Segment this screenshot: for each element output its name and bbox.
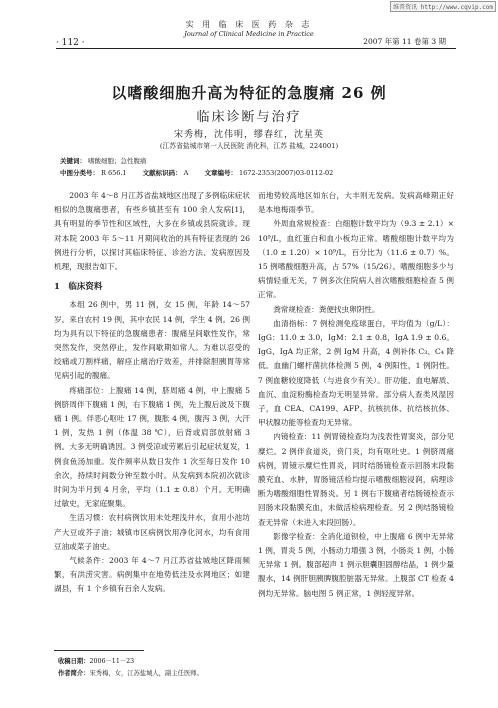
paragraph: 疼痛部位：上腹痛 14 例，脐周痛 4 例，中上腹痛 5 例脐周伴下腹痛 1 例，右下腹痛 1 例，先上腹后波及下腹痛 1 例。伴恶心呕吐 17 例，腹胀 4 例，腹泻 3 例，大汗 1 例，发热 1 例（体温 38 ℃），后背或肩部放射痛 3 例。大多无明确诱因。3 例受凉或劳累后引起症状复发，1 例食鱼汤加重。发作频率从数日发作 1 次至每日发作 10 余次，持续时间数分钟至数小时。从发病到本院初次就诊时间为半月到 4 月余，平均（1.1 ± 0.8）个月。无明确过敏史，无家庭聚集。	[54, 385, 250, 509]
authors: 宋秀梅，沈伟明，缪春红，沈星英	[173, 130, 324, 140]
clc-label: 中图分类号：	[60, 169, 99, 177]
paragraph: 影像学检查：全消化道钡检，中上腹痛 6 例中无异常 1 例，胃炎 5 例，小肠动力增强 3 例，小肠炎 1 例，小肠无异常 1 例。腹部超声 1 例示胆囊胆固醇结晶，1 例少量腹水，14 例肝胆胰脾腹腔脏器无异常。上腹部 CT 检查 4 例均无异常。脑电图 5 例正常，1 例轻度异常。	[258, 531, 454, 598]
paragraph: 本组 26 例中，男 11 例，女 15 例，年龄 14～57 岁。来自农村 19 例，其中农民 14 例，学生 4 例。26 例均为具有以下特征的急腹痛患者：腹痛呈间歇性发作，常突然发作，突然停止，发作间歇期如常人。为难以忍受的绞痛或刀割样痛，解痉止痛治疗效差，并排除胆胰胃等常见病引起的腹痛。	[54, 300, 250, 381]
issue-info: 2007 年第 11 卷第 3 期	[363, 37, 446, 46]
clc-value: R 656.1	[101, 169, 127, 177]
paragraph: 气候条件：2003 年 4～7 月江苏省盐城地区降雨频繁，有洪涝灾害。病例集中在地势低洼及水网地区；如建湖县，有 1 个乡镇有百余人发病。	[54, 556, 250, 594]
paragraph: 外周血常规检查：白细胞计数平均为（9.3 ± 2.1）× 10⁹/L，血红蛋白和血小板均正常。嗜酸细胞计数平均为（1.0 ± 1.20）× 10⁹/L，百分比为（11.6 ± 0.7）%。15 例嗜酸细胞升高，占 57%（15/26）。嗜酸细胞多少与病情轻重无关，7 例多次住院病人首次嗜酸细胞检查 5 例正常。	[258, 219, 454, 300]
paragraph: 内镜检查：11 例胃镜检查均为浅表性胃窦炎，部分见糜烂。2 例伴食道炎，贲门炎，均有呕吐史。1 例脐周痛病例，胃镜示糜烂性胃炎，同时结肠镜检查示回肠末段黏膜充血、水肿，胃肠镜活检均提示嗜酸细胞浸润，病理诊断为嗜酸细胞性胃肠炎。另 1 例右下腹痛者结肠镜检查示回肠末段黏膜充血，未做活检病理检查。另 2 例结肠镜检查无异常（未进入末段回肠）。	[258, 432, 454, 527]
keywords-label: 关键词：	[60, 157, 86, 165]
paragraph: 而地势较高地区如东台，大丰则无发病。发病高峰期正好是本地梅雨季节。	[258, 191, 454, 215]
article-subtitle: 临床诊断与治疗	[196, 110, 302, 125]
section-heading: 1 临床资料	[54, 282, 103, 293]
footnote-rule	[54, 650, 144, 651]
doc-value: A	[183, 169, 189, 177]
journal-title: 实 用 临 床 医 药 杂 志	[185, 20, 313, 29]
left-column	[54, 189, 250, 597]
article-no-value: 1672-2353(2007)03-0112-02	[238, 169, 334, 177]
watermark: 维普资讯 http://www.cqvip.com	[390, 1, 496, 12]
keywords-text: 嗜酸细胞；急性腹痛	[88, 157, 147, 165]
paragraph: 血清指标：7 例检测免疫球蛋白，平均值为（g/L）：IgG：11.0 ± 3.0，IgM：2.1 ± 0.8，IgA 1.9 ± 0.6。IgG、IgA 均正常，2 例 IgM 升高，4 例补体 C₃、C₄ 降低。血幽门螺杆菌抗体检测 5 例，4 例阳性，1 例阴性。7 例血糖较度降低（与进食少有关）。肝功能、血电解质、血沉、血淀粉酶检查均无明显异常。部分病人查类风湿因子，血 CEA、CA199、AFP、抗核抗体、抗结核抗体、甲状腺功能等检查均无异常。	[258, 318, 454, 428]
author-info-label: 作者简介：	[58, 670, 90, 677]
affiliation: (江苏省盐城市第一人民医院 消化科，江苏 盐城，224001)	[159, 142, 339, 150]
journal-title-en: Journal of Clinical Medicine in Practice	[184, 30, 314, 38]
intro-paragraph: 2003 年 4～8 月江苏省盐城地区出现了多例临床症状相似的急腹痛患者，有些乡镇甚至有 100 余人发病[1]，具有明显的季节性和区域性，大多在乡镇或县院就诊。现对本院 2003 年 5～11 月期间收治的具有特征表现的 26 例进行分析，以探讨其临床特征、诊治方法、发病原因及机理，现报告如下。	[54, 191, 250, 272]
paragraph: 粪常规检查：粪便找虫卵阴性。	[273, 304, 380, 314]
paragraph: 生活习惯：农村病例饮用未处理浅井水，食用小池坊产大豆或芥子油；城镇市区病例饮用净化河水，均有食用豆油或菜子油史。	[54, 513, 250, 551]
keywords-line	[60, 156, 147, 165]
doc-label: 文献标识码：	[142, 169, 182, 177]
received-date: 2006－11－23	[89, 658, 135, 665]
received-line	[58, 656, 134, 665]
classification-line	[60, 168, 333, 177]
article-no-label: 文章编号：	[204, 169, 237, 177]
header-rule	[56, 48, 456, 49]
right-column	[258, 189, 454, 601]
author-info: 宋秀梅，女，江苏盐城人，副主任医师。	[89, 670, 203, 677]
page-number: · 112 ·	[56, 38, 85, 48]
author-info-line	[58, 668, 203, 677]
article-title: 以嗜酸细胞升高为特征的急腹痛 26 例	[111, 84, 387, 102]
received-label: 收稿日期：	[58, 658, 90, 665]
